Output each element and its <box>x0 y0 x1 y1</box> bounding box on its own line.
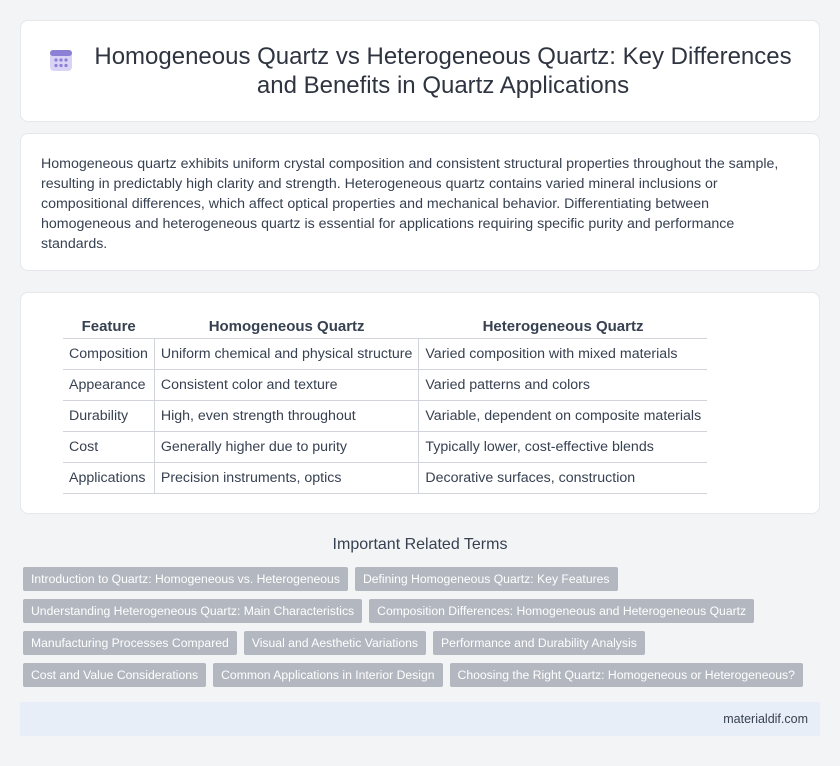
title-wrap <box>40 42 800 100</box>
feature-cell: Durability <box>63 401 154 432</box>
tag-row <box>23 567 823 591</box>
related-term-link[interactable]: Cost and Value Considerations <box>23 663 206 687</box>
homogeneous-cell: Consistent color and texture <box>154 370 419 401</box>
page-title: Homogeneous Quartz vs Heterogeneous Quartz: Key Differences and Benefits in Quartz Applications <box>94 43 792 99</box>
heterogeneous-cell: Variable, dependent on composite materials <box>419 401 707 432</box>
homogeneous-cell: High, even strength throughout <box>154 401 419 432</box>
related-terms-list <box>23 567 823 695</box>
calendar-grid-icon <box>47 46 75 74</box>
site-name: materialdif.com <box>723 712 808 726</box>
related-term-link[interactable]: Manufacturing Processes Compared <box>23 631 237 655</box>
related-term-link[interactable]: Common Applications in Interior Design <box>213 663 442 687</box>
comparison-table <box>63 313 707 494</box>
related-term-link[interactable]: Defining Homogeneous Quartz: Key Features <box>355 567 618 591</box>
feature-cell: Cost <box>63 432 154 463</box>
intro-card <box>20 133 820 271</box>
related-term-link[interactable]: Introduction to Quartz: Homogeneous vs. Heterogeneous <box>23 567 348 591</box>
comparison-card <box>20 292 820 514</box>
feature-cell: Applications <box>63 463 154 494</box>
heterogeneous-cell: Varied composition with mixed materials <box>419 339 707 370</box>
homogeneous-cell: Generally higher due to purity <box>154 432 419 463</box>
feature-cell: Composition <box>63 339 154 370</box>
table-header-row <box>63 313 707 339</box>
related-terms-heading: Important Related Terms <box>332 536 508 553</box>
related-term-link[interactable]: Understanding Heterogeneous Quartz: Main Characteristics <box>23 599 362 623</box>
related-term-link[interactable]: Visual and Aesthetic Variations <box>244 631 426 655</box>
tag-row <box>23 663 823 687</box>
related-term-link[interactable]: Choosing the Right Quartz: Homogeneous or Heterogeneous? <box>450 663 803 687</box>
tag-row <box>23 599 823 623</box>
related-term-link[interactable]: Performance and Durability Analysis <box>433 631 645 655</box>
heterogeneous-cell: Decorative surfaces, construction <box>419 463 707 494</box>
heterogeneous-cell: Typically lower, cost-effective blends <box>419 432 707 463</box>
homogeneous-cell: Precision instruments, optics <box>154 463 419 494</box>
feature-cell: Appearance <box>63 370 154 401</box>
table-row <box>63 339 707 370</box>
header-homogeneous: Homogeneous Quartz <box>154 313 419 339</box>
heterogeneous-cell: Varied patterns and colors <box>419 370 707 401</box>
intro-paragraph: Homogeneous quartz exhibits uniform crystal composition and consistent structural properties throughout the sample, resulting in predictably high clarity and strength. Heterogeneous quartz contains varied mineral inclusions or compositional differences, which affect optical properties and mechanical behavior. Differentiating between homogeneous and heterogeneous quartz is essential for applications requiring specific purity and performance standards. <box>41 156 779 252</box>
tag-row <box>23 631 823 655</box>
table-row <box>63 463 707 494</box>
related-term-link[interactable]: Composition Differences: Homogeneous and Heterogeneous Quartz <box>369 599 754 623</box>
homogeneous-cell: Uniform chemical and physical structure <box>154 339 419 370</box>
header-heterogeneous: Heterogeneous Quartz <box>419 313 707 339</box>
table-row <box>63 432 707 463</box>
header-feature: Feature <box>63 313 154 339</box>
footer <box>20 702 820 736</box>
table-row <box>63 370 707 401</box>
title-card <box>20 20 820 122</box>
table-row <box>63 401 707 432</box>
